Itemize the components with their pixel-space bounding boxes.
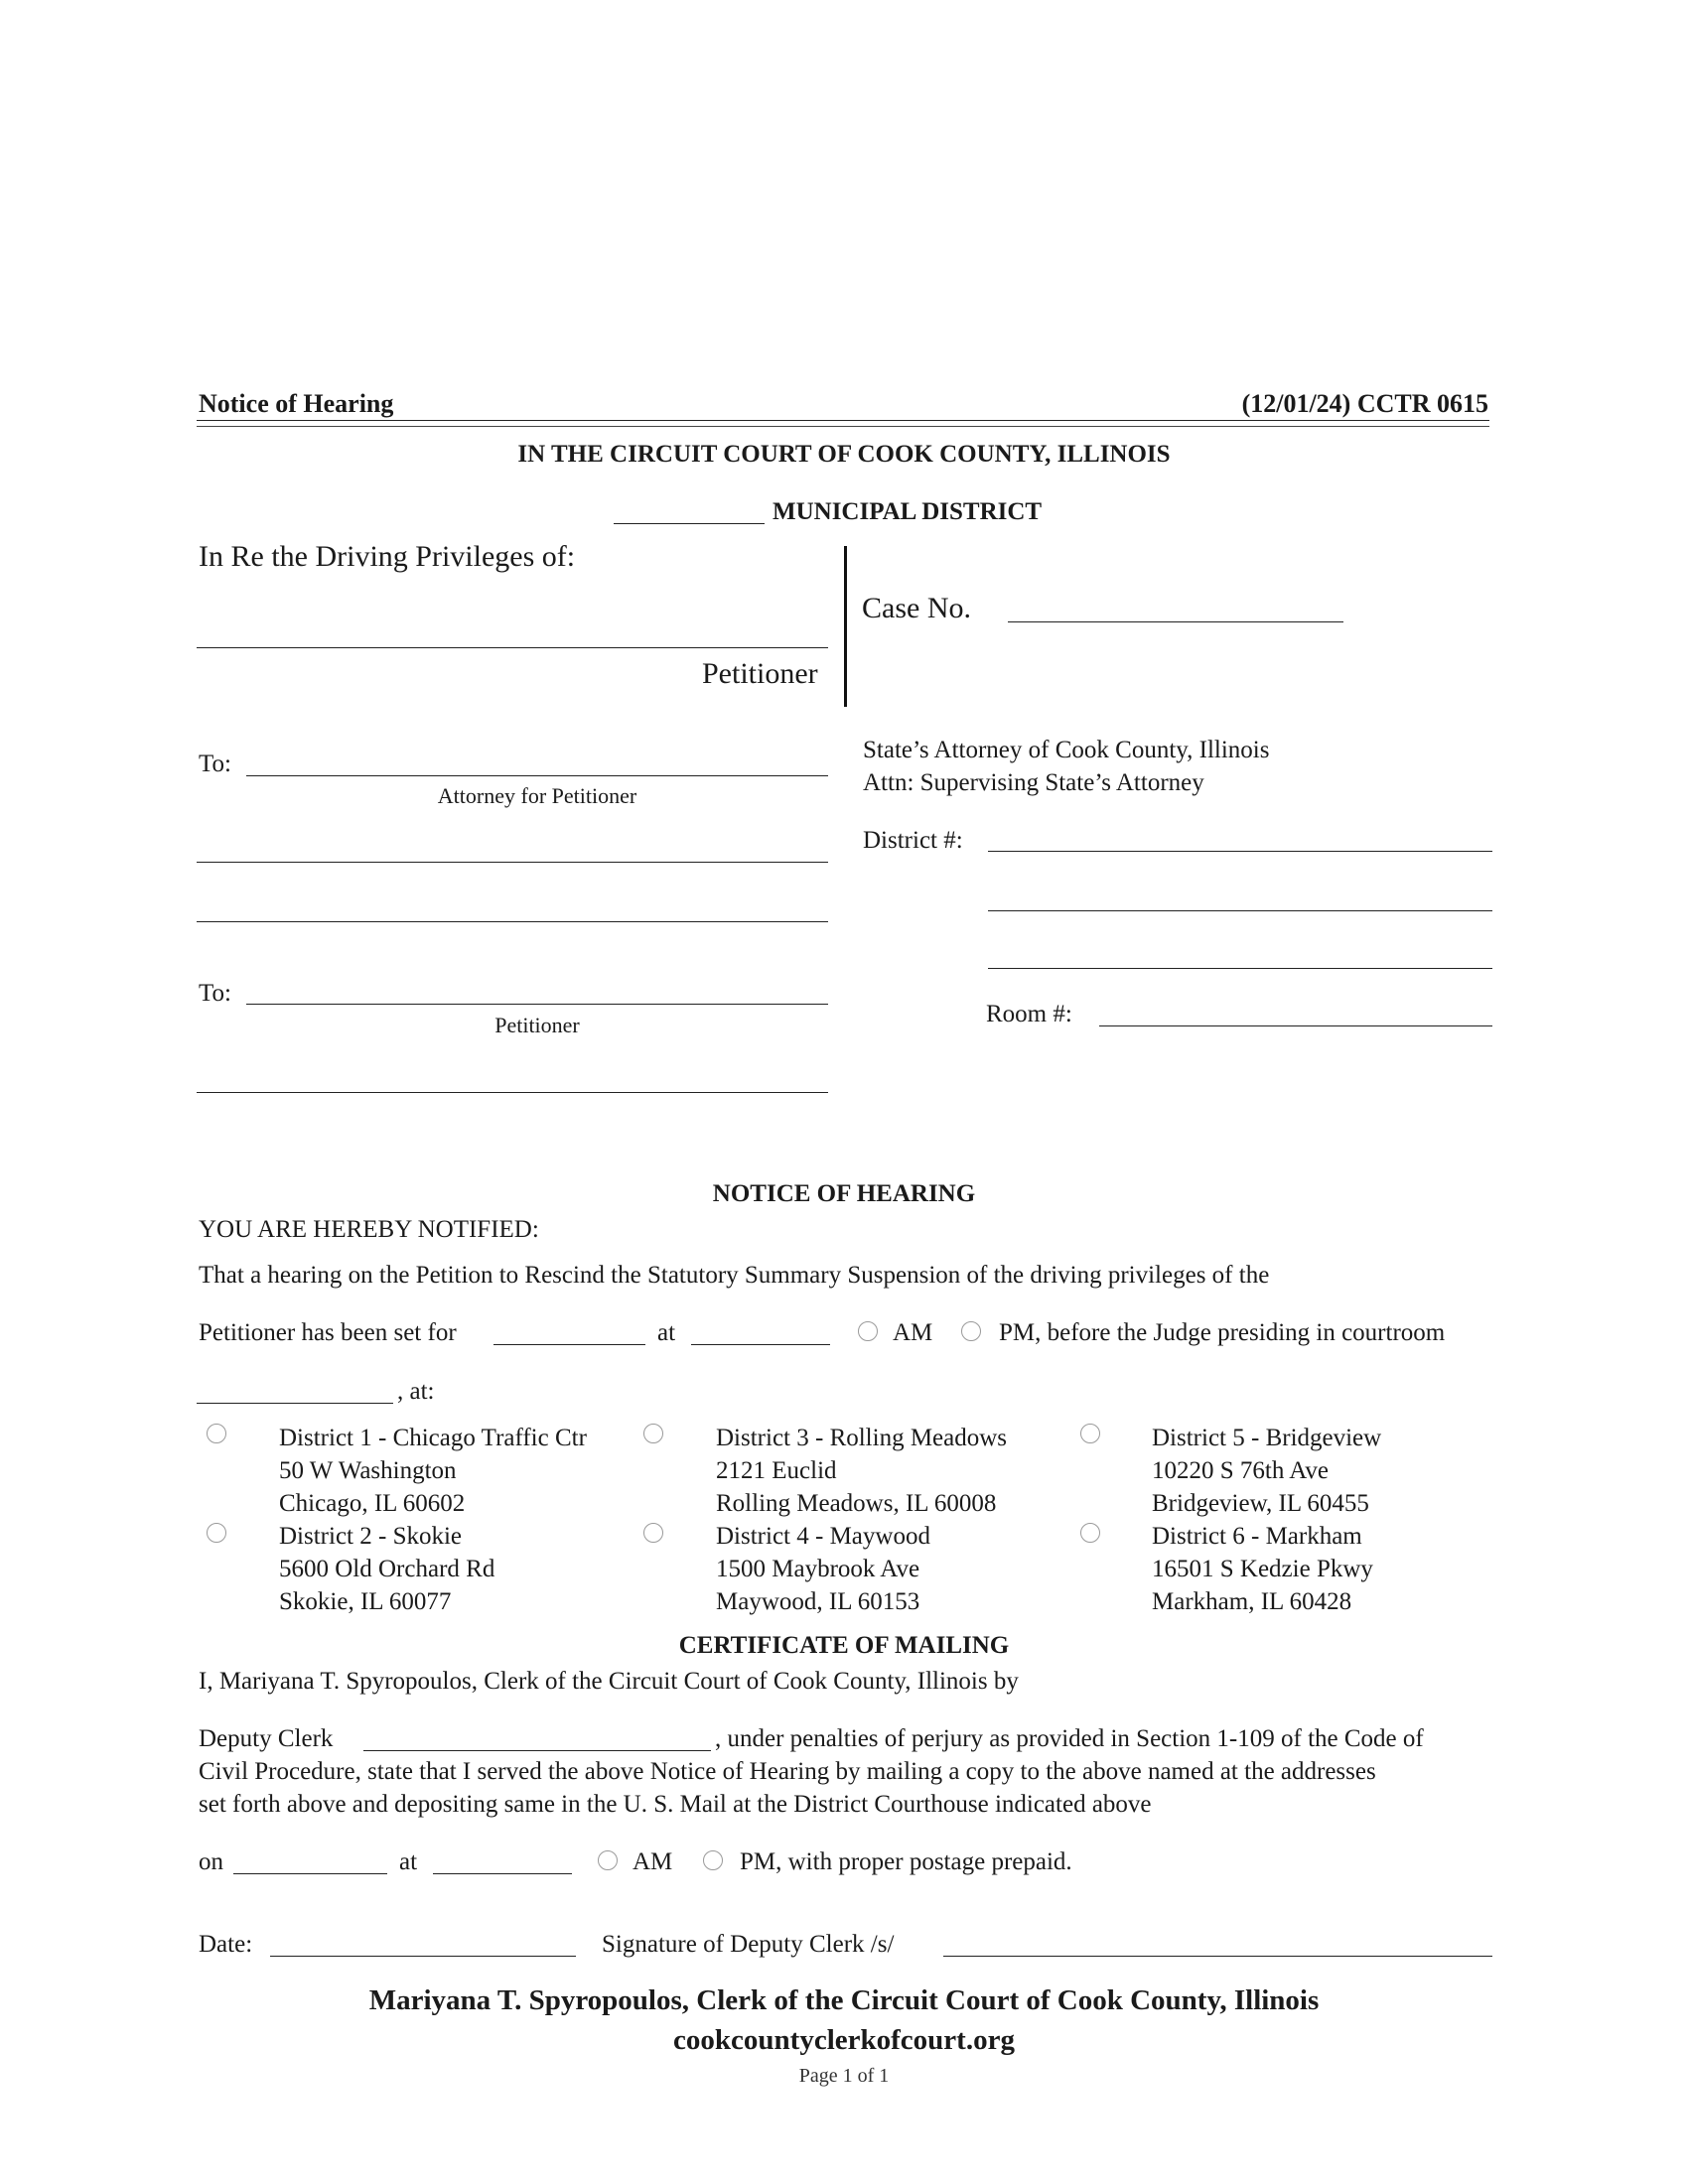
mailing-date-field[interactable] [233, 1873, 387, 1874]
signature-date-field[interactable] [270, 1956, 576, 1957]
hearing-am-label: AM [893, 1319, 933, 1346]
certificate-line-2: , under penalties of perjury as provided in Section 1-109 of the Code of [715, 1725, 1424, 1752]
notice-at-colon: , at: [397, 1378, 435, 1405]
states-attorney-line-2: Attn: Supervising State’s Attorney [863, 769, 1204, 796]
district-no-field[interactable] [988, 851, 1492, 852]
petitioner-caption: Petitioner [702, 657, 818, 690]
hearing-am-radio[interactable] [858, 1321, 878, 1341]
attorney-address-line-1[interactable] [197, 862, 828, 863]
court-heading: IN THE CIRCUIT COURT OF COOK COUNTY, ILLINOIS [517, 441, 1171, 468]
district-3-radio[interactable] [643, 1424, 663, 1443]
certificate-line-1: I, Mariyana T. Spyropoulos, Clerk of the Circuit Court of Cook County, Illinois by [199, 1668, 1019, 1695]
district-address-line-2[interactable] [988, 968, 1492, 969]
attorney-caption: Attorney for Petitioner [437, 783, 637, 808]
district-blank[interactable] [614, 523, 765, 524]
district-4-city: Maywood, IL 60153 [716, 1588, 920, 1615]
attorney-name-field[interactable] [246, 775, 828, 776]
district-3-name: District 3 - Rolling Meadows [716, 1425, 1008, 1451]
mailing-time-field[interactable] [433, 1873, 572, 1874]
district-2-name: District 2 - Skokie [279, 1523, 463, 1550]
header-rule-top [197, 420, 1489, 421]
in-re-label: In Re the Driving Privileges of: [199, 540, 576, 573]
district-4-street: 1500 Maybrook Ave [716, 1556, 920, 1582]
district-6-block [1152, 1520, 1373, 1618]
form-title: Notice of Hearing [199, 389, 394, 418]
page-number: Page 1 of 1 [798, 2065, 890, 2087]
notice-heading: NOTICE OF HEARING [712, 1180, 976, 1207]
certificate-line-4: set forth above and depositing same in the U. S. Mail at the District Courthouse indicated above [199, 1791, 1152, 1818]
petitioner-address-line[interactable] [197, 1092, 828, 1093]
to-petitioner-label: To: [199, 980, 231, 1007]
notice-line-1: That a hearing on the Petition to Rescind the Statutory Summary Suspension of the driving privileges of the [199, 1262, 1270, 1289]
municipal-district-label: MUNICIPAL DISTRICT [773, 498, 1043, 525]
district-5-city: Bridgeview, IL 60455 [1152, 1490, 1369, 1517]
notified-text: YOU ARE HEREBY NOTIFIED: [199, 1216, 539, 1243]
district-6-street: 16501 S Kedzie Pkwy [1152, 1556, 1373, 1582]
district-4-radio[interactable] [643, 1523, 663, 1543]
room-no-label: Room #: [986, 1001, 1072, 1027]
mailing-on-label: on [199, 1848, 223, 1875]
date-label: Date: [199, 1931, 253, 1958]
district-4-name: District 4 - Maywood [716, 1523, 930, 1550]
district-2-block [279, 1520, 494, 1618]
deputy-clerk-label: Deputy Clerk [199, 1725, 334, 1752]
form-code: (12/01/24) CCTR 0615 [1241, 389, 1488, 418]
courtroom-field[interactable] [197, 1403, 393, 1404]
signature-label: Signature of Deputy Clerk /s/ [602, 1931, 895, 1958]
certificate-line-3: Civil Procedure, state that I served the above Notice of Hearing by mailing a copy to the above named at the addresses [199, 1758, 1376, 1785]
case-no-field[interactable] [1008, 621, 1343, 622]
district-4-block [716, 1520, 930, 1618]
certificate-heading: CERTIFICATE OF MAILING [678, 1632, 1010, 1659]
to-attorney-label: To: [199, 751, 231, 777]
mailing-at-label: at [399, 1848, 418, 1875]
district-1-city: Chicago, IL 60602 [279, 1490, 466, 1517]
mailing-am-radio[interactable] [598, 1850, 618, 1870]
notice-at-label: at [657, 1319, 676, 1346]
room-no-field[interactable] [1099, 1025, 1492, 1026]
hearing-pm-radio[interactable] [961, 1321, 981, 1341]
district-2-city: Skokie, IL 60077 [279, 1588, 452, 1615]
district-2-radio[interactable] [207, 1523, 226, 1543]
district-3-street: 2121 Euclid [716, 1457, 837, 1484]
footer-website[interactable]: cookcountyclerkofcourt.org [673, 2024, 1015, 2056]
district-5-radio[interactable] [1080, 1424, 1100, 1443]
district-3-city: Rolling Meadows, IL 60008 [716, 1490, 997, 1517]
mailing-am-label: AM [633, 1848, 673, 1875]
deputy-clerk-field[interactable] [363, 1750, 711, 1751]
district-5-name: District 5 - Bridgeview [1152, 1425, 1382, 1451]
district-6-radio[interactable] [1080, 1523, 1100, 1543]
hearing-time-field[interactable] [691, 1344, 830, 1345]
hearing-date-field[interactable] [493, 1344, 645, 1345]
district-3-block [716, 1422, 1007, 1520]
caption-divider [844, 546, 847, 707]
district-5-block [1152, 1422, 1381, 1520]
case-no-label: Case No. [862, 592, 971, 624]
district-address-line-1[interactable] [988, 910, 1492, 911]
mailing-pm-label: PM, with proper postage prepaid. [740, 1848, 1072, 1875]
mailing-pm-radio[interactable] [703, 1850, 723, 1870]
district-6-city: Markham, IL 60428 [1152, 1588, 1352, 1615]
header-rule-bottom [197, 426, 1489, 427]
district-5-street: 10220 S 76th Ave [1152, 1457, 1330, 1484]
petitioner-name-field[interactable] [197, 647, 828, 648]
district-1-block [279, 1422, 587, 1520]
district-1-name: District 1 - Chicago Traffic Ctr [279, 1425, 587, 1451]
district-2-street: 5600 Old Orchard Rd [279, 1556, 495, 1582]
states-attorney-line-1: State’s Attorney of Cook County, Illinois [863, 737, 1270, 763]
district-no-label: District #: [863, 827, 963, 854]
notice-set-for-label: Petitioner has been set for [199, 1319, 457, 1346]
footer-clerk: Mariyana T. Spyropoulos, Clerk of the Circuit Court of Cook County, Illinois [368, 1984, 1320, 2016]
district-1-radio[interactable] [207, 1424, 226, 1443]
signature-field[interactable] [943, 1956, 1492, 1957]
attorney-address-line-2[interactable] [197, 921, 828, 922]
district-6-name: District 6 - Markham [1152, 1523, 1362, 1550]
hearing-pm-label: PM, before the Judge presiding in courtroom [999, 1319, 1446, 1346]
district-1-street: 50 W Washington [279, 1457, 457, 1484]
petitioner-to-field[interactable] [246, 1004, 828, 1005]
petitioner-to-caption: Petitioner [494, 1013, 580, 1037]
